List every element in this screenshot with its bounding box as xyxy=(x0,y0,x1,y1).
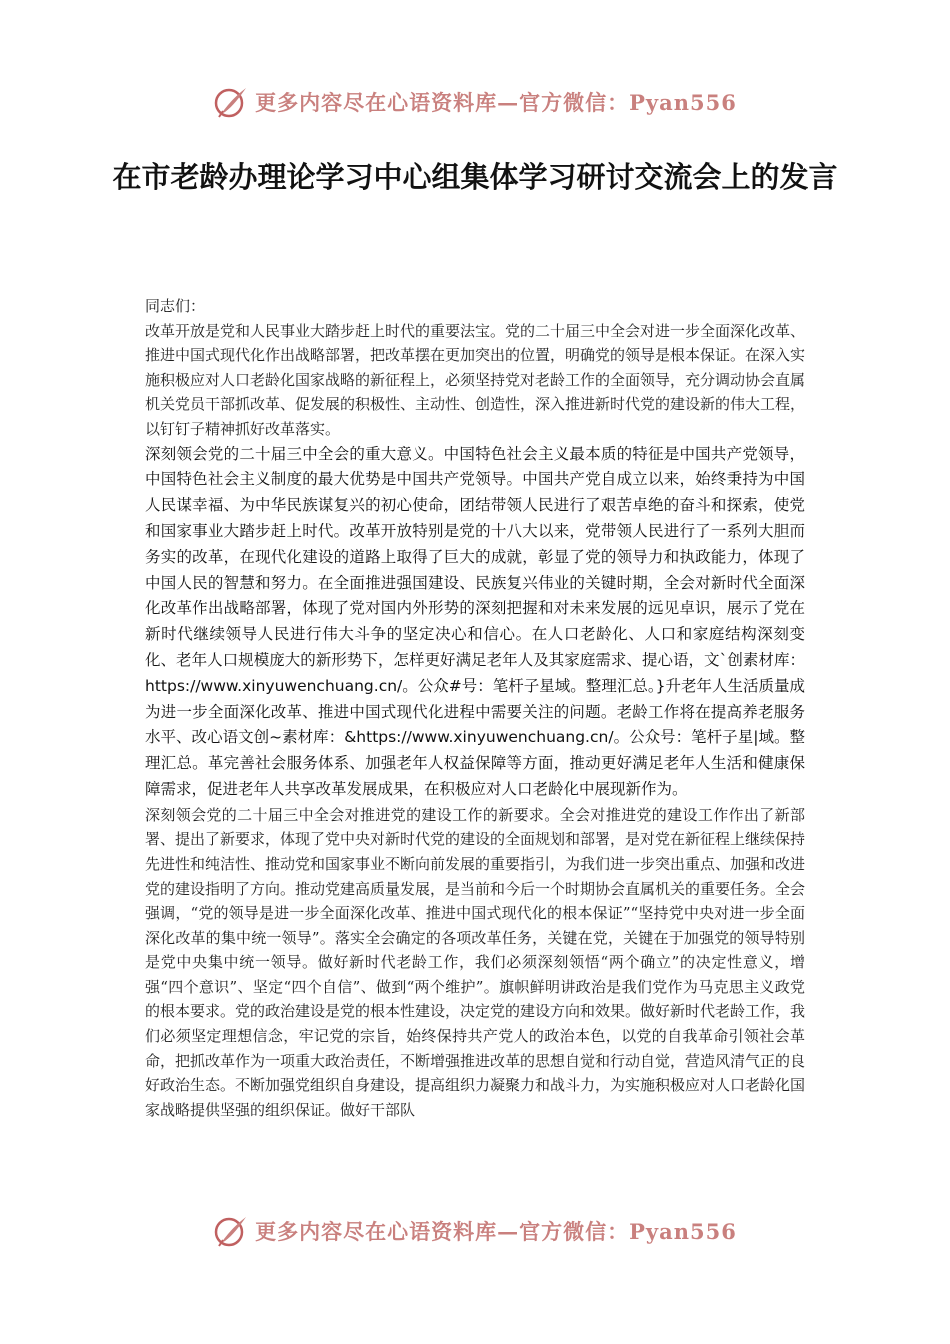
footer-banner xyxy=(0,1211,950,1251)
document-body xyxy=(145,294,805,1122)
quill-logo-icon xyxy=(213,84,249,120)
footer-banner-text: 更多内容尽在心语资料库—官方微信：Pyan556 xyxy=(255,1219,737,1244)
salutation: 同志们： xyxy=(145,297,206,315)
quill-logo-icon xyxy=(213,1213,249,1249)
header-banner xyxy=(0,82,950,122)
paragraph-party-building: 深刻领会党的二十届三中全会对推进党的建设工作的新要求。全会对推进党的建设工作作出了新部署、提出了新要求，体现了党中央对新时代党的建设的全面规划和部署，是对党在新征程上继续保持先进性和纯洁性、推动党和国家事业不断向前发展的重要指引，为我们进一步突出重点、加强和改进党的建设指明了方向。推动党建高质量发展，是当前和今后一个时期协会直属机关的重要任务。全会强调，“党的领导是进一步全面深化改革、推进中国式现代化的根本保证”“坚持党中央对进一步全面深化改革的集中统一领导”。落实全会确定的各项改革任务，关键在党，关键在于加强党的领导特别是党中央集中统一领导。做好新时代老龄工作，我们必须深刻领悟“两个确立”的决定性意义，增强“四个意识”、坚定“四个自信”、做到“两个维护”。旗帜鲜明讲政治是我们党作为马克思主义政党的根本要求。党的政治建设是党的根本性建设，决定党的建设方向和效果。做好新时代老龄工作，我们必须坚定理想信念，牢记党的宗旨，始终保持共产党人的政治本色，以党的自我革命引领社会革命，把抓改革作为一项重大政治责任，不断增强推进改革的思想自觉和行动自觉，营造风清气正的良好政治生态。不断加强党组织自身建设，提高组织力凝聚力和战斗力，为实施积极应对人口老龄化国家战略提供坚强的组织保证。做好干部队 xyxy=(145,805,806,1119)
paragraph-intro: 改革开放是党和人民事业大踏步赶上时代的重要法宝。党的二十届三中全会对进一步全面深化改革、推进中国式现代化作出战略部署，把改革摆在更加突出的位置，明确党的领导是根本保证。在深入实施积极应对人口老龄化国家战略的新征程上，必须坚持党对老龄工作的全面领导，充分调动协会直属机关党员干部抓改革、促发展的积极性、主动性、创造性，深入推进新时代党的建设新的伟大工程，以钉钉子精神抓好改革落实。 xyxy=(145,321,806,438)
header-banner-text: 更多内容尽在心语资料库—官方微信：Pyan556 xyxy=(255,90,737,115)
paragraph-significance: 深刻领会党的二十届三中全会的重大意义。中国特色社会主义最本质的特征是中国共产党领导，中国特色社会主义制度的最大优势是中国共产党领导。中国共产党自成立以来，始终秉持为中国人民谋幸福、为中华民族谋复兴的初心使命，团结带领人民进行了艰苦卓绝的奋斗和探索，使党和国家事业大踏步赶上时代。改革开放特别是党的十八大以来，党带领人民进行了一系列大胆而务实的改革，在现代化建设的道路上取得了巨大的成就，彰显了党的领导力和执政能力，体现了中国人民的智慧和努力。在全面推进强国建设、民族复兴伟业的关键时期，全会对新时代全面深化改革作出战略部署，体现了党对国内外形势的深刻把握和对未来发展的远见卓识，展示了党在新时代继续领导人民进行伟大斗争的坚定决心和信心。在人口老龄化、人口和家庭结构深刻变化、老年人口规模庞大的新形势下，怎样更好满足老年人及其家庭需求、提心语，文`创素材库：https://www.xinyuwenchuang.cn/。公众#号：笔杆子星域。整理汇总。}升老年人生活质量成为进一步全面深化改革、推进中国式现代化进程中需要关注的问题。老龄工作将在提高养老服务水平、改心语文创~素材库：&https://www.xinyuwenchuang.cn/。公众号：笔杆子星|域。整理汇总。革完善社会服务体系、加强老年人权益保障等方面，推动更好满足老年人生活和健康保障需求，促进老年人共享改革发展成果，在积极应对人口老龄化中展现新作为。 xyxy=(145,444,805,798)
document-title: 在市老龄办理论学习中心组集体学习研讨交流会上的发言 xyxy=(112,160,838,194)
